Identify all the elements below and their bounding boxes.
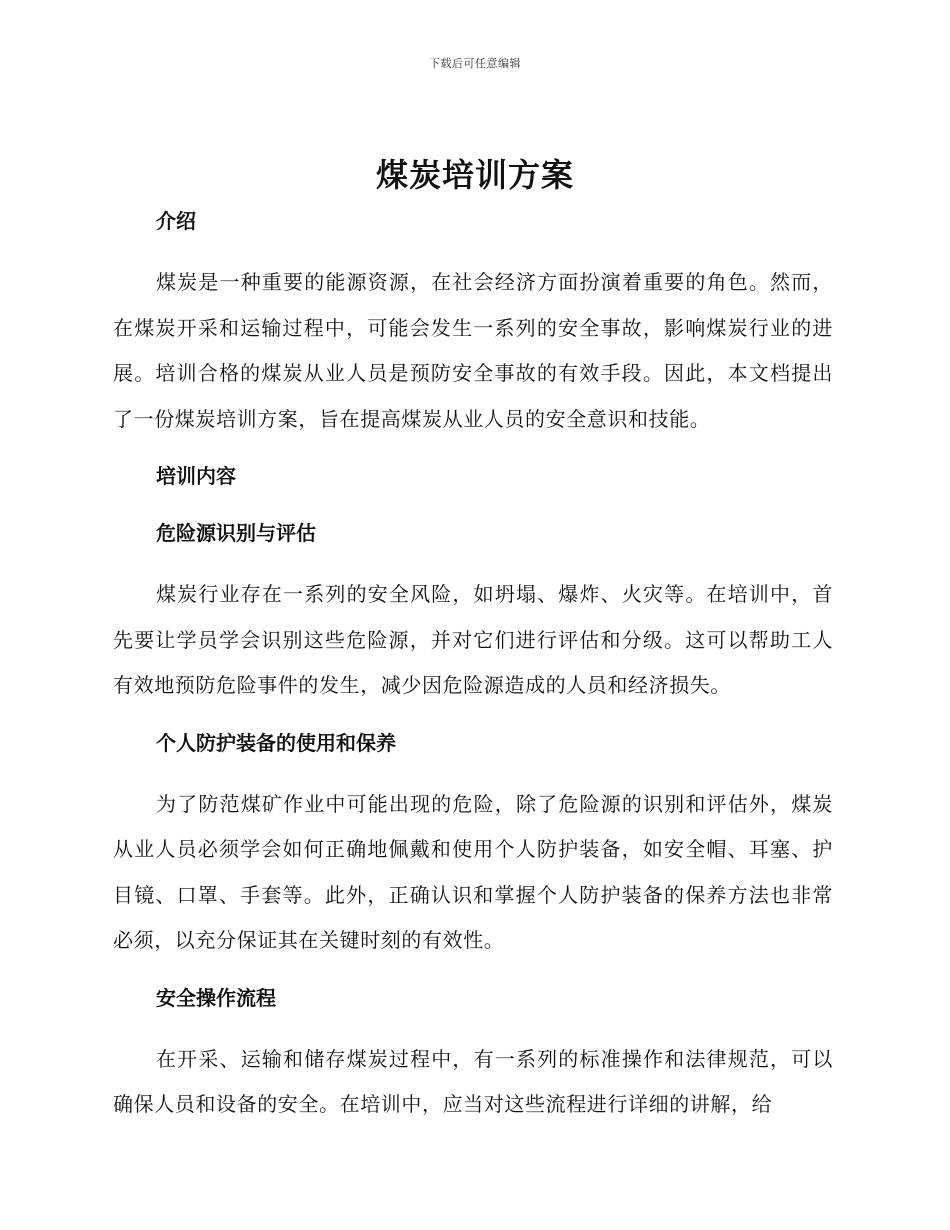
section-heading-training-content: 培训内容 [156, 464, 236, 488]
section-paragraph-introduction: 煤炭是一种重要的能源资源，在社会经济方面扮演着重要的角色。然而，在煤炭开采和运输过程中，可能会发生一系列的安全事故，影响煤炭行业的进展。培训合格的煤炭从业人员是预防安全事故的有效手段。因此，本文档提出了一份煤炭培训方案，旨在提高煤炭从业人员的安全意识和技能。 [113, 270, 833, 431]
section-heading-protective-equipment: 个人防护装备的使用和保养 [156, 730, 396, 755]
section-paragraph-protective-equipment: 为了防范煤矿作业中可能出现的危险，除了危险源的识别和评估外，煤炭从业人员必须学会如何正确地佩戴和使用个人防护装备，如安全帽、耳塞、护目镜、口罩、手套等。此外，正确认识和掌握个人防护装备的保养方法也非常必须，以充分保证其在关键时刻的有效性。 [113, 791, 833, 952]
section-heading-hazard-identification: 危险源识别与评估 [156, 521, 316, 545]
document-body [113, 203, 833, 1144]
section-paragraph-hazard-identification: 煤炭行业存在一系列的安全风险，如坍塌、爆炸、火灾等。在培训中，首先要让学员学会识别这些危险源，并对它们进行评估和分级。这可以帮助工人有效地预防危险事件的发生，减少因危险源造成的人员和经济损失。 [113, 582, 833, 697]
section-heading-safe-operation: 安全操作流程 [156, 985, 276, 1010]
header-note: 下载后可任意编辑 [429, 57, 521, 70]
document-title: 煤炭培训方案 [375, 156, 574, 194]
section-heading-introduction: 介绍 [156, 209, 196, 233]
section-paragraph-safe-operation: 在开采、运输和储存煤炭过程中，有一系列的标准操作和法律规范，可以确保人员和设备的安全。在培训中，应当对这些流程进行详细的讲解，给 [113, 1046, 833, 1116]
